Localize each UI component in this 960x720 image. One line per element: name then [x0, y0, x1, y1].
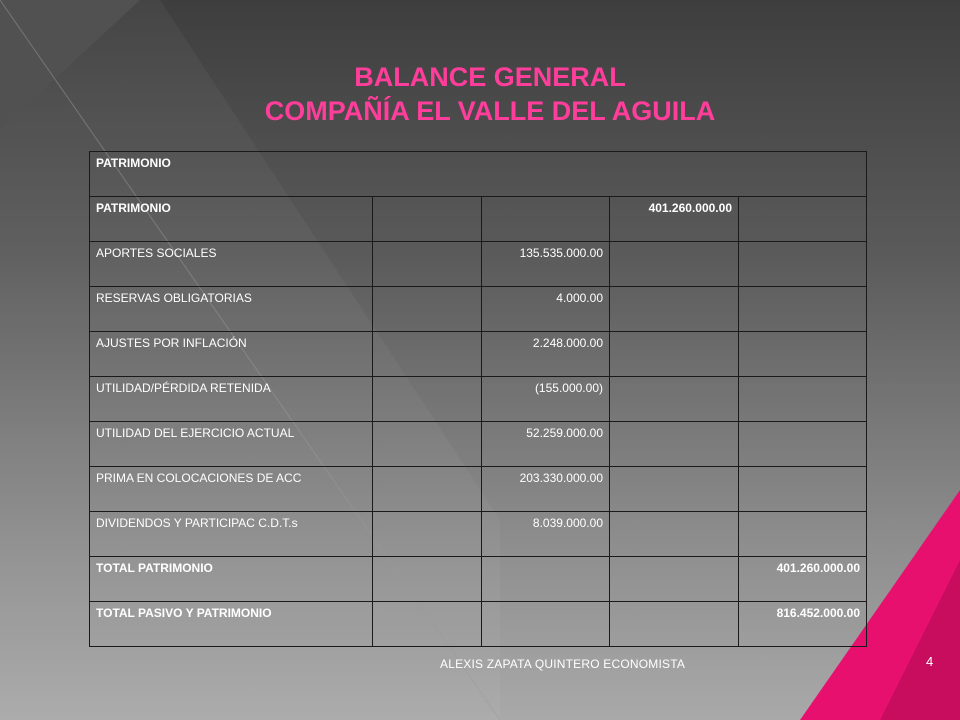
- row-label: UTILIDAD/PÉRDIDA RETENIDA: [90, 377, 373, 422]
- cell-col1: [373, 287, 482, 332]
- page-number: 4: [926, 654, 934, 669]
- cell-col1: [373, 377, 482, 422]
- footer-author: ALEXIS ZAPATA QUINTERO ECONOMISTA: [440, 657, 686, 671]
- cell-col4: [739, 332, 867, 377]
- cell-col3: [610, 602, 739, 647]
- cell-col2: 4.000.00: [482, 287, 610, 332]
- cell-col1: [373, 512, 482, 557]
- cell-col3: [610, 332, 739, 377]
- table-header-cell: PATRIMONIO: [90, 152, 867, 197]
- cell-col1: [373, 602, 482, 647]
- table-row: [90, 197, 867, 242]
- row-label: PATRIMONIO: [90, 197, 373, 242]
- cell-col3: 401.260.000.00: [610, 197, 739, 242]
- page-title: [150, 60, 830, 128]
- cell-col1: [373, 467, 482, 512]
- cell-col2: 135.535.000.00: [482, 242, 610, 287]
- cell-col1: [373, 197, 482, 242]
- cell-col4: [739, 377, 867, 422]
- table-row: [90, 377, 867, 422]
- cell-col2: [482, 557, 610, 602]
- cell-col1: [373, 332, 482, 377]
- row-label: AJUSTES POR INFLACIÓN: [90, 332, 373, 377]
- cell-col3: [610, 422, 739, 467]
- row-label: APORTES SOCIALES: [90, 242, 373, 287]
- table-row: [90, 602, 867, 647]
- cell-col2: 203.330.000.00: [482, 467, 610, 512]
- cell-col3: [610, 377, 739, 422]
- cell-col2: (155.000.00): [482, 377, 610, 422]
- cell-col2: [482, 602, 610, 647]
- row-label: TOTAL PASIVO Y PATRIMONIO: [90, 602, 373, 647]
- row-label: RESERVAS OBLIGATORIAS: [90, 287, 373, 332]
- title-line-2: COMPAÑÍA EL VALLE DEL AGUILA: [264, 96, 716, 126]
- cell-col2: 2.248.000.00: [482, 332, 610, 377]
- row-label: UTILIDAD DEL EJERCICIO ACTUAL: [90, 422, 373, 467]
- cell-col3: [610, 557, 739, 602]
- table-row: [90, 287, 867, 332]
- table-row: [90, 512, 867, 557]
- cell-col3: [610, 512, 739, 557]
- row-label: PRIMA EN COLOCACIONES DE ACC: [90, 467, 373, 512]
- balance-table: [89, 151, 867, 647]
- table-row: [90, 422, 867, 467]
- cell-col4: [739, 467, 867, 512]
- title-line-1: BALANCE GENERAL: [354, 62, 626, 92]
- cell-col2: [482, 197, 610, 242]
- cell-col4: 816.452.000.00: [739, 602, 867, 647]
- table-row: [90, 467, 867, 512]
- row-label: DIVIDENDOS Y PARTICIPAC C.D.T.s: [90, 512, 373, 557]
- table-row: [90, 557, 867, 602]
- cell-col1: [373, 557, 482, 602]
- cell-col3: [610, 287, 739, 332]
- cell-col4: [739, 242, 867, 287]
- cell-col4: [739, 197, 867, 242]
- cell-col3: [610, 467, 739, 512]
- cell-col4: [739, 512, 867, 557]
- cell-col3: [610, 242, 739, 287]
- cell-col2: 52.259.000.00: [482, 422, 610, 467]
- cell-col1: [373, 242, 482, 287]
- table-header-row: [90, 152, 867, 197]
- cell-col4: 401.260.000.00: [739, 557, 867, 602]
- cell-col2: 8.039.000.00: [482, 512, 610, 557]
- row-label: TOTAL PATRIMONIO: [90, 557, 373, 602]
- table-row: [90, 242, 867, 287]
- table-row: [90, 332, 867, 377]
- cell-col4: [739, 422, 867, 467]
- cell-col4: [739, 287, 867, 332]
- cell-col1: [373, 422, 482, 467]
